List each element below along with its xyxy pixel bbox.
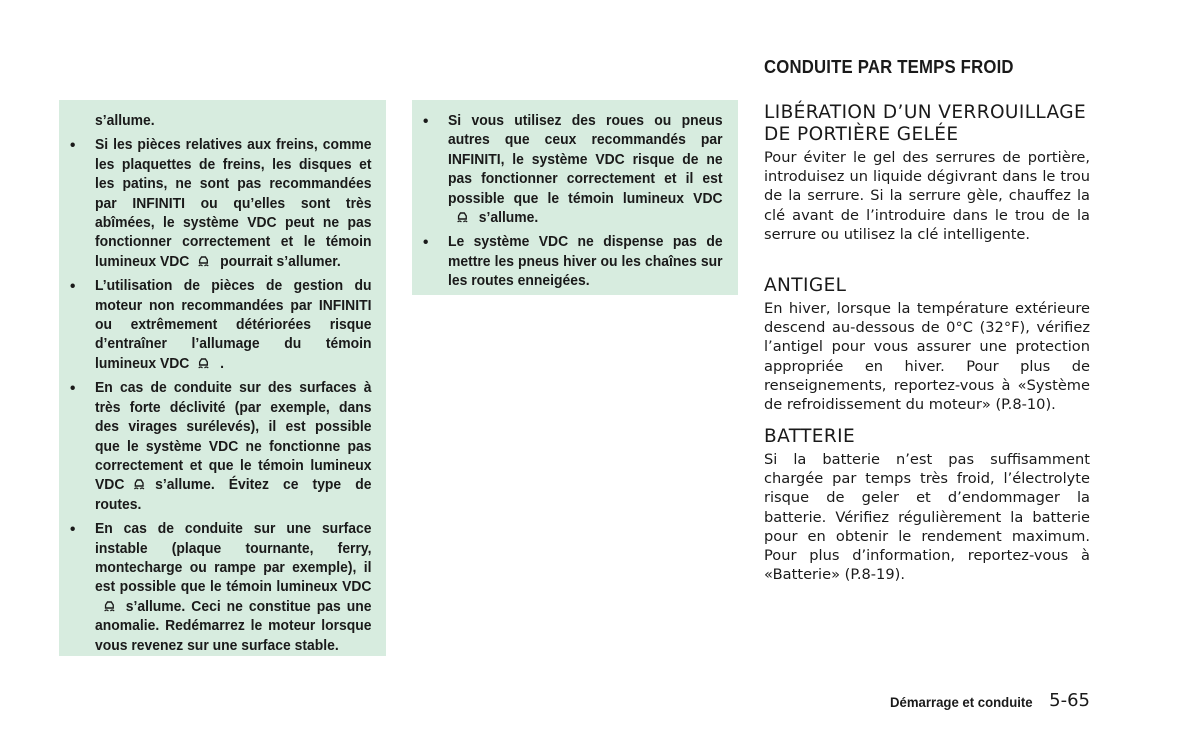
page-number: 5-65 [1049, 690, 1090, 711]
vdc-off-indicator-icon [197, 357, 210, 370]
bullet-text: pourrait s’allumer. [220, 253, 341, 270]
warning-lead-text: s’allume. [95, 113, 155, 129]
section-body: Si la batterie n’est pas suffisamment chargée par temps très froid, l’électrolyte risque de geler et d’endommager la batterie. Vérifiez régulièrement la batterie pour en obtenir le rendement maximum. Pour plus d’information, reportez-vous à «Batterie» (P.8-19). [764, 451, 1090, 584]
warning-bullet-item [95, 379, 371, 515]
warning-bullet-item [95, 277, 371, 374]
warning-bullet-item [448, 112, 723, 228]
vdc-off-indicator-icon [456, 211, 469, 224]
section-heading: BATTERIE [764, 426, 856, 447]
page-footer [890, 690, 1090, 712]
bullet-text: s’allume. Évitez ce type de routes. [95, 477, 372, 513]
section-body: En hiver, lorsque la température extérieure descend au-dessous de 0°C (32°F), vérifiez l’antigel pour vous assurer une protection appropriée en hiver. Pour plus de renseignements, reportez-vous à «Système de refroidissement du moteur» (P.8-10). [764, 300, 1090, 414]
bullet-text: . [220, 355, 224, 372]
bullet-text: Le système VDC ne dispense pas de mettre les pneus hiver ou les chaînes sur les routes enneigées. [448, 234, 723, 290]
footer-section-label: Démarrage et conduite [890, 694, 1033, 710]
page-header-title: CONDUITE PAR TEMPS FROID [764, 57, 1014, 77]
bullet-text: s’allume. Ceci ne constitue pas une anomalie. Redémarrez le moteur lorsque vous revenez sur une surface stable. [95, 598, 372, 654]
section-heading: LIBÉRATION D’UN VERROUILLAGE DE PORTIÈRE GELÉE [764, 102, 1087, 145]
warning-bullet-item [448, 233, 723, 291]
bullet-text: s’allume. [478, 210, 539, 227]
bullet-text: En cas de conduite sur une surface instable (plaque tournante, ferry, montecharge ou rampe par exemple), il est possible que le témoin lumineux VDC [95, 521, 372, 596]
bullet-text: En cas de conduite sur des surfaces à très forte déclivité (par exemple, dans des virages surélevés), il est possible que le système VDC ne fonctionne pas correctement et que le témoin lumineux VDC [95, 380, 372, 494]
warning-bullet-item [95, 520, 371, 656]
bullet-text: Si les pièces relatives aux freins, comme les plaquettes de freins, les disques et les patins, ne sont pas recommandées par INFINITI ou qu’elles sont très abîmées, le système VDC peut ne pas fonctionner correctement et le témoin lumineux VDC [95, 137, 372, 270]
warning-list-1 [95, 136, 371, 656]
warning-bullet-item [95, 136, 371, 272]
vdc-off-indicator-icon [132, 478, 145, 491]
section-body: Pour éviter le gel des serrures de portière, introduisez un liquide dégivrant dans le trou de la serrure. Si la serrure gèle, chauffez la clé avant de l’introduire dans le trou de la serrure ou utilisez la clé intelligente. [764, 149, 1090, 243]
bullet-text: L’utilisation de pièces de gestion du moteur non recommandées par INFINITI ou extrêmement détériorées risque d’entraîner l’allumage du témoin lumineux VDC [95, 278, 372, 372]
bullet-text: Si vous utilisez des roues ou pneus autres que ceux recommandés par INFINITI, le système VDC risque de ne pas fonctionner correctement et il est possible que le témoin lumineux VDC [448, 113, 723, 207]
warning-box-vdc-1 [59, 100, 386, 656]
section-frozen-door-lock [764, 102, 1090, 244]
warning-box-vdc-2 [412, 100, 738, 295]
warning-list-2 [448, 112, 723, 292]
vdc-off-indicator-icon [197, 255, 210, 268]
vdc-off-indicator-icon [103, 600, 116, 613]
section-heading: ANTIGEL [764, 275, 847, 296]
section-battery [764, 426, 1090, 584]
section-antifreeze [764, 275, 1090, 414]
